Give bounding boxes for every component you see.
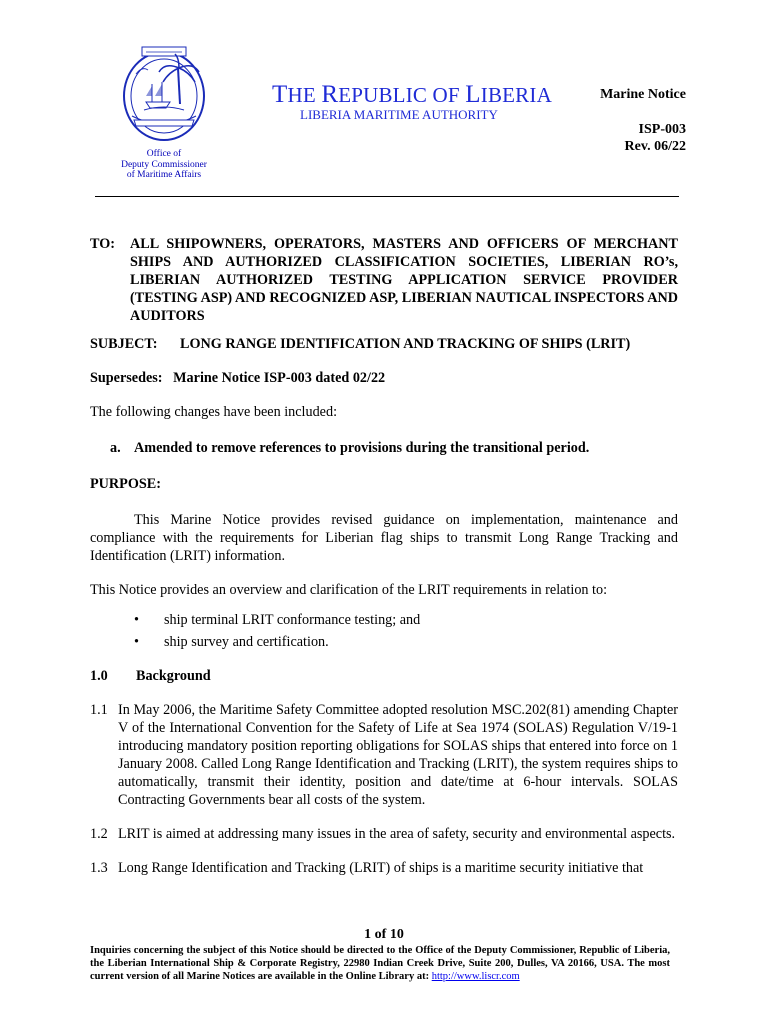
supersedes-line: Supersedes: Marine Notice ISP-003 dated 02/22	[90, 370, 386, 386]
subject-line	[90, 335, 678, 353]
list-item	[134, 611, 678, 629]
footer-text: Inquiries concerning the subject of this Notice should be directed to the Office of the Deputy Commissioner, Republic of Liberia, the Liberian International Ship & Corporate Registry, 22980 Indian Creek Drive, Suite 200, Dulles, VA 20166, USA. The most current version of all Marine Notices are available in the Online Library at:	[90, 945, 670, 982]
item-number: 1.3	[90, 860, 108, 876]
notice-type: Marine Notice	[600, 87, 686, 102]
footer-note	[90, 944, 670, 983]
to-block	[90, 235, 678, 325]
section-item	[90, 825, 678, 843]
header-divider	[95, 196, 679, 197]
authority-name: LIBERIA MARITIME AUTHORITY	[300, 107, 498, 122]
republic-title	[272, 81, 552, 109]
section-heading	[90, 667, 678, 685]
notice-revision: Rev. 06/22	[624, 139, 686, 154]
section-item	[90, 701, 678, 809]
title-part: HE	[287, 83, 322, 107]
overview-paragraph: This Notice provides an overview and clarification of the LRIT requirements in relation to:	[90, 582, 608, 598]
change-text: Amended to remove references to provisions during the transitional period.	[134, 440, 590, 456]
notice-body	[90, 235, 678, 877]
online-library-link[interactable]: http://www.liscr.com	[431, 971, 520, 982]
item-text: Long Range Identification and Tracking (LRIT) of ships is a maritime security initiative that	[118, 860, 644, 876]
section-item	[90, 859, 678, 877]
item-text: LRIT is aimed at addressing many issues in the area of safety, security and environmental aspects.	[118, 826, 676, 842]
list-item-text: ship terminal LRIT conformance testing; and	[164, 612, 421, 628]
item-text: In May 2006, the Maritime Safety Committee adopted resolution MSC.202(81) amending Chapter V of the International Convention for the Safety of Life at Sea 1974 (SOLAS) Regulation V/19-1 introducing mandatory position reporting obligations for SOLAS ships that entered into force on 1 January 2008. Called Long Range Identification and Tracking (LRIT), the system requires ships to automatically, transmit their identity, position and date/time at 6-hour intervals. SOLAS Contracting Governments bear all costs of the system.	[118, 702, 678, 808]
seal-caption	[110, 149, 218, 181]
subject-text: LONG RANGE IDENTIFICATION AND TRACKING OF SHIPS (LRIT)	[180, 336, 631, 352]
to-label: TO:	[90, 236, 115, 252]
list-item-text: ship survey and certification.	[164, 634, 329, 650]
liberia-seal-icon	[118, 44, 210, 144]
change-item	[90, 439, 678, 457]
seal-caption-line: Office of	[146, 149, 182, 159]
item-number: 1.2	[90, 826, 108, 842]
page-number: 1 of 10	[364, 927, 404, 942]
title-initial: R	[321, 81, 339, 108]
seal-caption-line: Deputy Commissioner	[121, 159, 207, 170]
list-item	[134, 633, 678, 651]
item-number: 1.1	[90, 702, 108, 718]
notice-number: ISP-003	[638, 122, 686, 137]
title-initial: T	[272, 81, 288, 108]
title-part: EPUBLIC OF	[338, 83, 466, 107]
seal-caption-line: of Maritime Affairs	[126, 170, 202, 180]
title-part: IBERIA	[480, 83, 552, 107]
title-initial: L	[465, 81, 481, 108]
change-marker: a.	[110, 440, 121, 456]
section-number: 1.0	[90, 668, 108, 684]
notice-id-block	[625, 121, 686, 155]
changes-intro: The following changes have been included:	[90, 404, 338, 420]
purpose-heading: PURPOSE:	[90, 476, 161, 492]
subject-label: SUBJECT:	[90, 336, 158, 352]
bullet-icon: •	[134, 612, 139, 628]
bullet-icon: •	[134, 634, 139, 650]
purpose-paragraph: This Marine Notice provides revised guidance on implementation, maintenance and compliance with the requirements for Liberian flag ships to transmit Long Range Tracking and Identification (LRIT) information.	[90, 512, 678, 564]
requirements-list	[90, 611, 678, 651]
to-recipients: ALL SHIPOWNERS, OPERATORS, MASTERS AND OFFICERS OF MERCHANT SHIPS AND AUTHORIZED CLASSIFICATION SOCIETIES, LIBERIAN RO’s, LIBERIAN AUTHORIZED TESTING APPLICATION SERVICE PROVIDER (TESTING ASP) AND RECOGNIZED ASP, LIBERIAN NAUTICAL INSPECTORS AND AUDITORS	[130, 236, 678, 324]
section-title: Background	[136, 668, 211, 684]
